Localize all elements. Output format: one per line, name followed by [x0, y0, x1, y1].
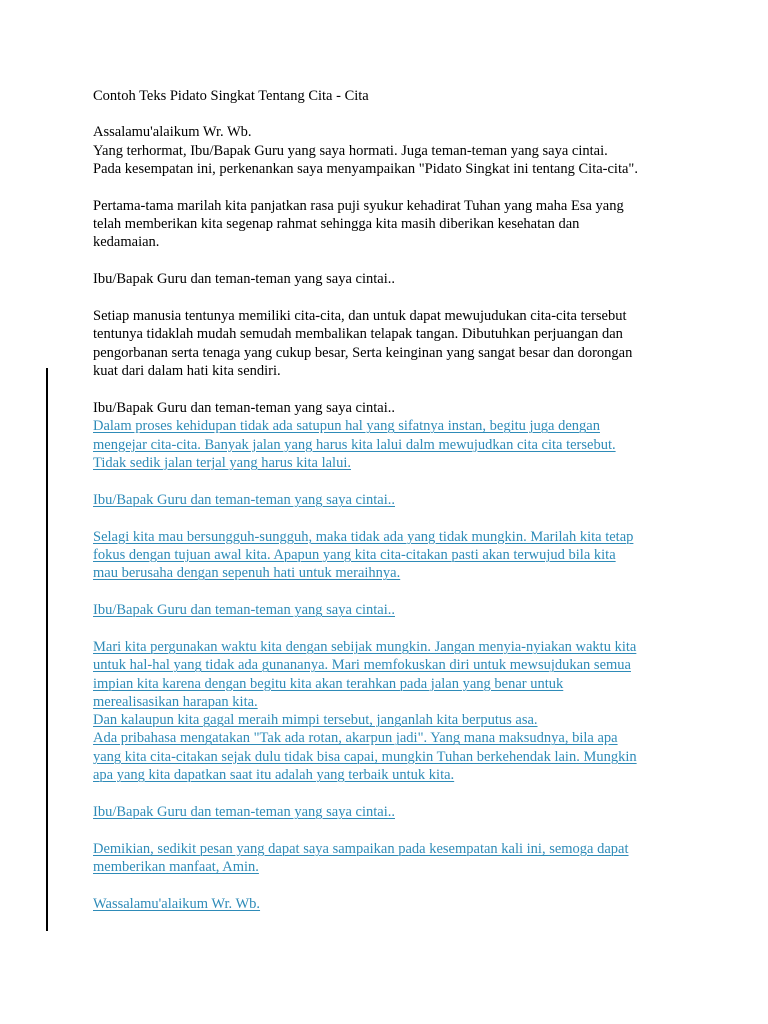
paragraph-line: Pertama-tama marilah kita panjatkan rasa puji syukur kehadirat Tuhan yang maha Esa yang [93, 197, 624, 214]
paragraph-struggle [93, 307, 693, 380]
paragraph-line[interactable]: Tidak sedik jalan terjal yang harus kita lalui. [93, 454, 351, 471]
paragraph-line[interactable]: mau berusaha dengan sepenuh hati untuk meraihnya. [93, 565, 401, 582]
paragraph-conclusion[interactable] [93, 840, 693, 877]
opening-line: Yang terhormat, Ibu/Bapak Guru yang saya hormati. Juga teman-teman yang saya cintai. [93, 142, 608, 159]
paragraph-line[interactable]: fokus dengan tujuan awal kita. Apapun yang kita cita-citakan pasti akan terwujud bila kita [93, 546, 616, 563]
paragraph-line: kuat dari dalam hati kita sendiri. [93, 363, 281, 380]
paragraph-line[interactable]: Mari kita pergunakan waktu kita dengan sebijak mungkin. Jangan menyia-nyiakan waktu kita [93, 638, 637, 655]
address-line[interactable]: Ibu/Bapak Guru dan teman-teman yang saya cintai.. [93, 491, 395, 508]
paragraph-process[interactable] [93, 417, 693, 472]
opening-line: Pada kesempatan ini, perkenankan saya menyampaikan "Pidato Singkat ini tentang Cita-cita". [93, 160, 638, 177]
address-line[interactable]: Ibu/Bapak Guru dan teman-teman yang saya cintai.. [93, 803, 395, 820]
audience-address[interactable] [93, 601, 693, 619]
paragraph-line: pengorbanan serta tenaga yang cukup besar, Serta keinginan yang sangat besar dan dorongan [93, 344, 633, 361]
document-title: Contoh Teks Pidato Singkat Tentang Cita - Cita [93, 88, 369, 104]
paragraph-line: tentunya tidaklah mudah semudah membalikan telapak tangan. Dibutuhkan perjuangan dan [93, 326, 623, 343]
address-line[interactable]: Ibu/Bapak Guru dan teman-teman yang saya cintai.. [93, 602, 395, 619]
paragraph-line: Setiap manusia tentunya memiliki cita-cita, dan untuk dapat mewujudukan cita-cita tersebut [93, 308, 627, 325]
paragraph-line[interactable]: merealisasikan harapan kita. [93, 693, 258, 710]
paragraph-line[interactable]: impian kita karena dengan begitu kita akan terahkan pada jalan yang benar untuk [93, 675, 564, 692]
paragraph-gratitude [93, 197, 693, 252]
opening-paragraph [93, 123, 693, 178]
audience-address[interactable] [93, 803, 693, 821]
paragraph-line[interactable]: untuk hal-hal yang tidak ada gunananya. Mari memfokuskan diri untuk mewsujdukan semua [93, 657, 631, 674]
audience-address [93, 270, 693, 288]
paragraph-use-time[interactable] [93, 638, 693, 784]
paragraph-line[interactable]: memberikan manfaat, Amin. [93, 859, 259, 876]
paragraph-line[interactable]: Demikian, sedikit pesan yang dapat saya sampaikan pada kesempatan kali ini, semoga dapat [93, 840, 629, 857]
paragraph-line[interactable]: Dalam proses kehidupan tidak ada satupun hal yang sifatnya instan, begitu juga dengan [93, 418, 600, 435]
address-line: Ibu/Bapak Guru dan teman-teman yang saya cintai.. [93, 399, 395, 416]
greeting-line: Assalamu'alaikum Wr. Wb. [93, 124, 252, 141]
paragraph-line: telah memberikan kita segenap rahmat sehingga kita masih diberikan kesehatan dan [93, 216, 580, 233]
paragraph-line: kedamaian. [93, 234, 160, 251]
paragraph-line[interactable]: mengejar cita-cita. Banyak jalan yang harus kita lalui dalm mewujudkan cita cita tersebut. [93, 436, 616, 453]
address-line: Ibu/Bapak Guru dan teman-teman yang saya cintai.. [93, 271, 395, 288]
paragraph-line[interactable]: Dan kalaupun kita gagal meraih mimpi tersebut, janganlah kita berputus asa. [93, 712, 538, 729]
audience-address [93, 399, 693, 417]
closing-line[interactable]: Wassalamu'alaikum Wr. Wb. [93, 896, 261, 913]
revision-change-bar [46, 368, 48, 931]
paragraph-line[interactable]: apa yang kita dapatkan saat itu adalah yang terbaik untuk kita. [93, 767, 455, 784]
closing-greeting[interactable] [93, 895, 693, 913]
paragraph-focus[interactable] [93, 528, 693, 583]
audience-address[interactable] [93, 491, 693, 509]
document-page [93, 87, 693, 932]
paragraph-line[interactable]: yang kita cita-citakan sejak dulu tidak bisa capai, mungkin Tuhan berkehendak lain. Mungkin [93, 748, 637, 765]
paragraph-line[interactable]: Ada pribahasa mengatakan "Tak ada rotan, akarpun jadi". Yang mana maksudnya, bila apa [93, 730, 618, 747]
paragraph-line[interactable]: Selagi kita mau bersungguh-sungguh, maka tidak ada yang tidak mungkin. Marilah kita tetap [93, 528, 634, 545]
